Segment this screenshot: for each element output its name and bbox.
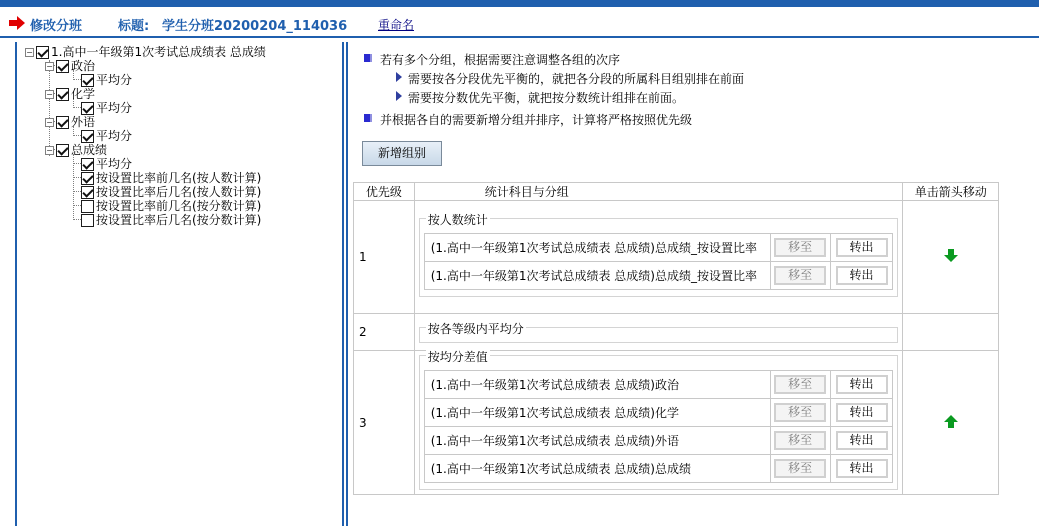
- group-cell: [414, 314, 903, 351]
- tree-leaf-label: 按设置比率后几名(按分数计算): [96, 213, 262, 227]
- title-label: 标题:: [118, 19, 150, 34]
- transfer-out-button[interactable]: 转出: [836, 459, 888, 478]
- group-item-text: (1.高中一年级第1次考试总成绩表 总成绩)总成绩_按设置比率: [424, 233, 770, 261]
- table-row: [424, 455, 893, 483]
- tree-leaf-label: 平均分: [96, 101, 133, 115]
- tree-node-subject[interactable]: [45, 59, 95, 73]
- tree-leaf[interactable]: [81, 101, 132, 115]
- tree-leaf[interactable]: [81, 73, 132, 87]
- bullet-icon: [364, 114, 372, 122]
- tree-leaf-checkbox[interactable]: [81, 102, 94, 115]
- tree-node-total[interactable]: [45, 143, 107, 157]
- collapse-icon[interactable]: −: [46, 117, 53, 127]
- arrow-up-icon[interactable]: [944, 414, 958, 428]
- tree-leaf-label: 平均分: [96, 73, 133, 87]
- priority-cell: 2: [354, 314, 415, 351]
- table-header-row: [354, 183, 999, 201]
- group-item-text: (1.高中一年级第1次考试总成绩表 总成绩)总成绩: [424, 455, 770, 483]
- collapse-icon[interactable]: −: [26, 47, 33, 57]
- table-row: [354, 201, 999, 314]
- column-header: 单击箭头移动: [903, 183, 999, 201]
- table-row: [354, 351, 999, 495]
- subject-tree-panel: [15, 42, 344, 526]
- column-header: 统计科目与分组: [414, 183, 903, 201]
- table-row: [354, 314, 999, 351]
- group-name: 按均分差值: [427, 350, 488, 364]
- triangle-bullet-icon: [396, 91, 402, 101]
- move-to-button[interactable]: 移至: [774, 375, 826, 394]
- tree-leaf-checkbox[interactable]: [81, 200, 94, 213]
- tree-leaf[interactable]: [81, 157, 132, 171]
- transfer-out-button[interactable]: 转出: [836, 403, 888, 422]
- tree-root-label: 1.高中一年级第1次考试总成绩表 总成绩: [51, 45, 266, 59]
- note-line: 若有多个分组，根据需要注意调整各组的次序: [380, 53, 621, 67]
- tree-leaf-checkbox[interactable]: [81, 186, 94, 199]
- group-priority-table: [353, 182, 999, 495]
- transfer-out-button[interactable]: 转出: [836, 431, 888, 450]
- tree-root-checkbox[interactable]: [36, 46, 49, 59]
- tree-leaf-checkbox[interactable]: [81, 74, 94, 87]
- tree-node-label: 政治: [71, 59, 96, 73]
- table-row: [424, 427, 893, 455]
- tree-node-checkbox[interactable]: [56, 60, 69, 73]
- title-value: 学生分班20200204_114036: [162, 19, 348, 34]
- bullet-icon: [364, 54, 372, 62]
- add-group-button[interactable]: 新增组别: [362, 141, 442, 166]
- group-item-text: (1.高中一年级第1次考试总成绩表 总成绩)化学: [424, 399, 770, 427]
- group-config-panel: [346, 42, 1039, 526]
- table-row: [424, 261, 893, 289]
- group-cell: [414, 201, 903, 314]
- tree-leaf-label: 按设置比率后几名(按人数计算): [96, 185, 262, 199]
- tree-leaf[interactable]: [81, 185, 261, 199]
- priority-cell: 3: [354, 351, 415, 495]
- tree-leaf-label: 按设置比率前几名(按分数计算): [96, 199, 262, 213]
- group-fieldset: [419, 350, 899, 490]
- tree-leaf-checkbox[interactable]: [81, 158, 94, 171]
- group-item-text: (1.高中一年级第1次考试总成绩表 总成绩)外语: [424, 427, 770, 455]
- move-to-button[interactable]: 移至: [774, 459, 826, 478]
- tree-node-checkbox[interactable]: [56, 116, 69, 129]
- tree-leaf-label: 平均分: [96, 157, 133, 171]
- page-header: [0, 7, 1039, 38]
- move-to-button[interactable]: 移至: [774, 403, 826, 422]
- group-name: 按各等级内平均分: [427, 322, 524, 336]
- tree-leaf-checkbox[interactable]: [81, 130, 94, 143]
- move-to-button[interactable]: 移至: [774, 266, 826, 285]
- collapse-icon[interactable]: −: [46, 61, 53, 71]
- tree-leaf-checkbox[interactable]: [81, 214, 94, 227]
- tree-leaf[interactable]: [81, 129, 132, 143]
- move-to-button[interactable]: 移至: [774, 431, 826, 450]
- transfer-out-button[interactable]: 转出: [836, 375, 888, 394]
- table-row: [424, 399, 893, 427]
- collapse-icon[interactable]: −: [46, 145, 53, 155]
- group-fieldset: [419, 322, 899, 343]
- tree-node-checkbox[interactable]: [56, 144, 69, 157]
- collapse-icon[interactable]: −: [46, 89, 53, 99]
- tree-leaf[interactable]: [81, 213, 261, 227]
- group-item-text: (1.高中一年级第1次考试总成绩表 总成绩)总成绩_按设置比率: [424, 261, 770, 289]
- top-bar: [0, 0, 1039, 7]
- transfer-out-button[interactable]: 转出: [836, 266, 888, 285]
- tree-node-subject[interactable]: [45, 87, 95, 101]
- tree-leaf-label: 平均分: [96, 129, 133, 143]
- tree-leaf-checkbox[interactable]: [81, 172, 94, 185]
- tree-leaf-label: 按设置比率前几名(按人数计算): [96, 171, 262, 185]
- table-row: [424, 371, 893, 399]
- priority-cell: 1: [354, 201, 415, 314]
- column-header: 优先级: [354, 183, 415, 201]
- tree-node-label: 化学: [71, 87, 96, 101]
- red-arrow-icon: [9, 16, 25, 30]
- group-items-table: [424, 233, 894, 290]
- table-row: [424, 233, 893, 261]
- rename-link[interactable]: 重命名: [378, 18, 415, 32]
- tree-node-checkbox[interactable]: [56, 88, 69, 101]
- note-line: 需要按分数优先平衡，就把按分数统计组排在前面。: [408, 91, 685, 105]
- group-item-text: (1.高中一年级第1次考试总成绩表 总成绩)政治: [424, 371, 770, 399]
- group-name: 按人数统计: [427, 212, 488, 227]
- note-line: 并根据各自的需要新增分组并排序，计算将严格按照优先级: [380, 113, 693, 127]
- group-fieldset: [419, 212, 899, 297]
- tree-leaf[interactable]: [81, 171, 261, 185]
- group-items-table: [424, 370, 894, 483]
- tree-node-label: 外语: [71, 115, 96, 129]
- page-title: 修改分班: [30, 19, 83, 34]
- move-to-button[interactable]: 移至: [774, 238, 826, 257]
- arrow-down-icon[interactable]: [944, 249, 958, 263]
- transfer-out-button[interactable]: 转出: [836, 238, 888, 257]
- tree-root[interactable]: [25, 45, 266, 59]
- triangle-bullet-icon: [396, 72, 402, 82]
- note-line: 需要按各分段优先平衡的，就把各分段的所属科目组别排在前面: [408, 72, 745, 86]
- tree-leaf[interactable]: [81, 199, 261, 213]
- tree-node-label: 总成绩: [71, 143, 108, 157]
- group-cell: [414, 351, 903, 495]
- tree-node-subject[interactable]: [45, 115, 95, 129]
